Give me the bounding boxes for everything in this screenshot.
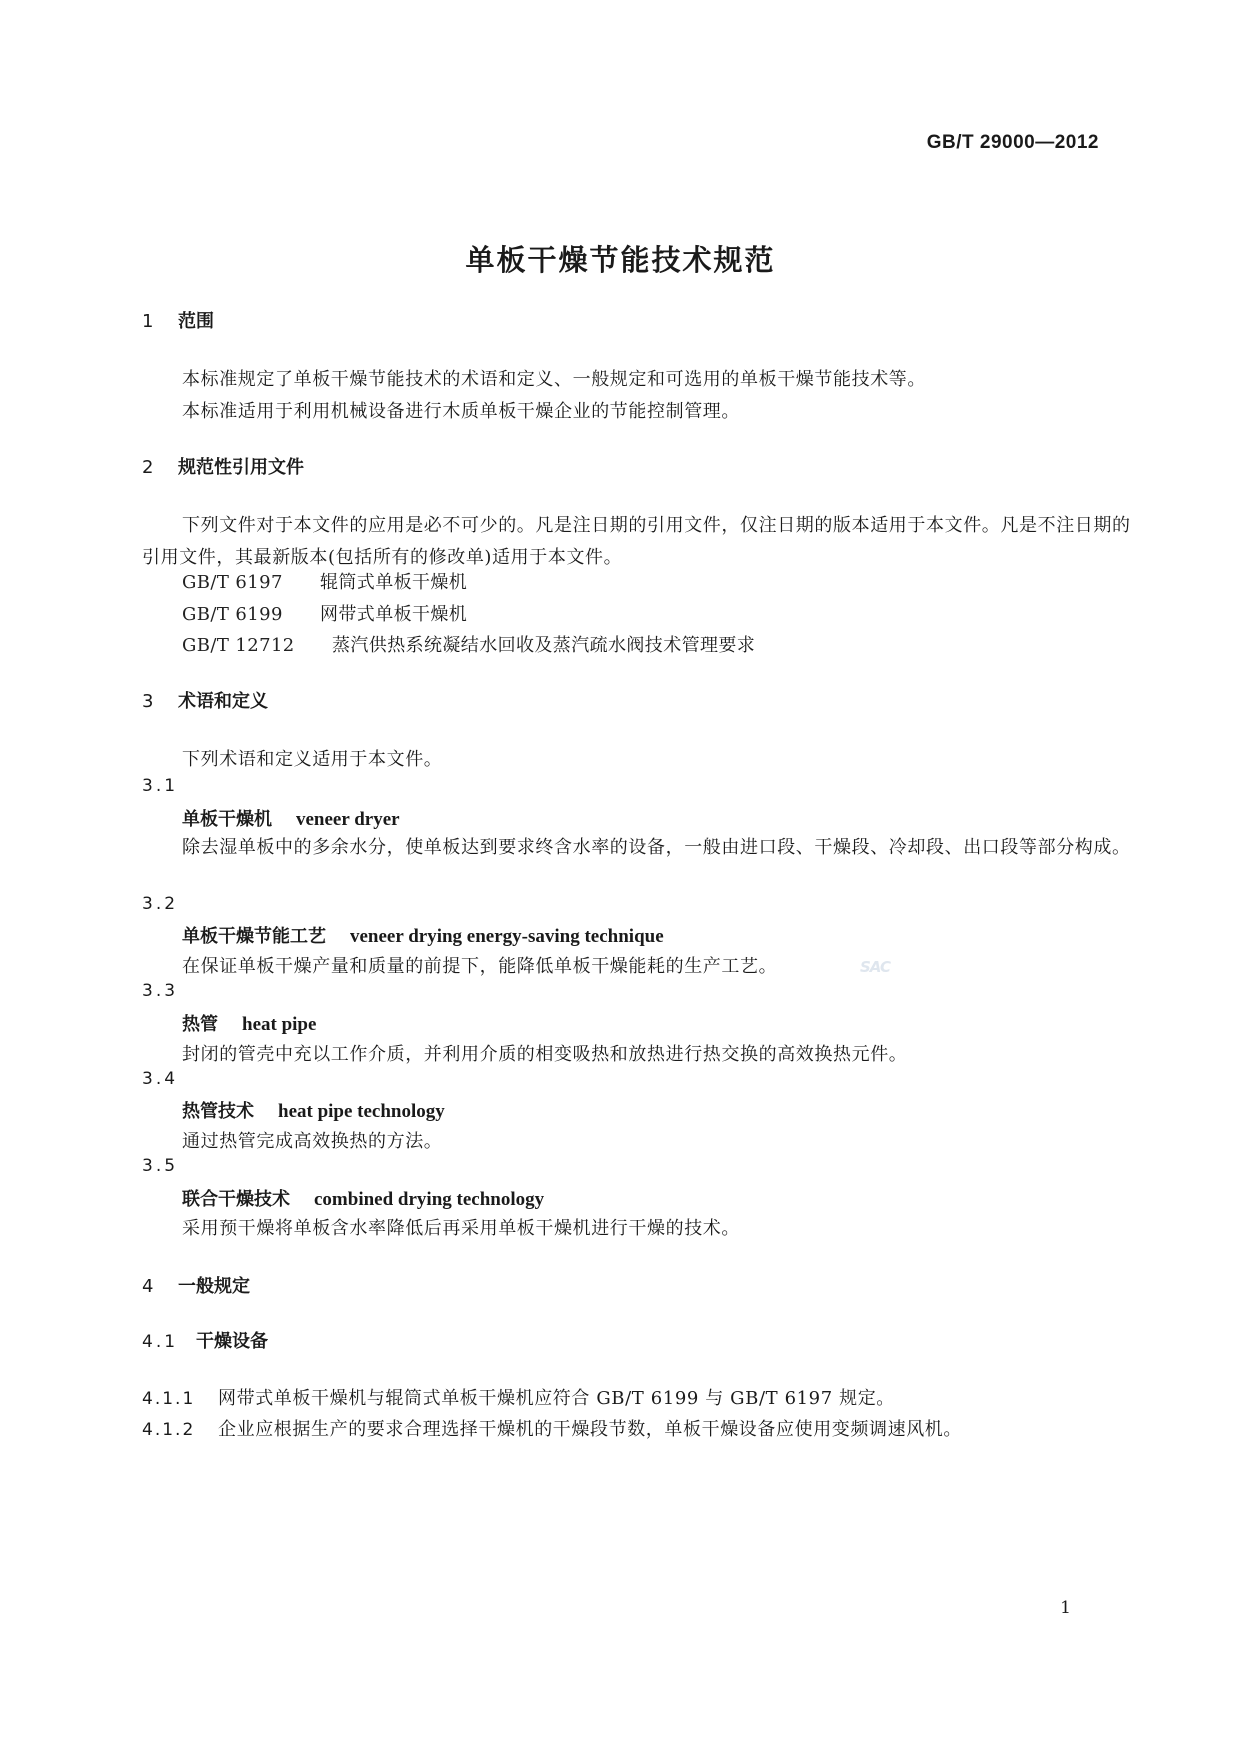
page-title: 单板干燥节能技术规范 <box>465 243 776 277</box>
clause-text: 网带式单板干燥机与辊筒式单板干燥机应符合 GB/T 6199 与 GB/T 6197 规定。 <box>218 1388 895 1409</box>
reference-code: GB/T 6199 <box>182 604 283 625</box>
term-zh: 联合干燥技术 <box>182 1189 290 1210</box>
watermark-logo: SAC <box>860 958 890 976</box>
term-en: veneer drying energy-saving technique <box>350 926 664 947</box>
section-title: 范围 <box>178 311 214 332</box>
clause-number: 4.1.1 <box>142 1389 196 1409</box>
term-zh: 单板干燥节能工艺 <box>182 926 326 947</box>
reference-item <box>182 631 755 657</box>
term-zh: 热管 <box>182 1014 218 1035</box>
subsection-title: 干燥设备 <box>196 1331 268 1352</box>
term-zh: 单板干燥机 <box>182 809 272 830</box>
term-number: 3.3 <box>142 981 179 1001</box>
subsection-number: 4.1 <box>142 1332 179 1352</box>
page-number: 1 <box>1060 1598 1071 1618</box>
clause-item <box>142 1415 962 1441</box>
term-definition: 采用预干燥将单板含水率降低后再采用单板干燥机进行干燥的技术。 <box>182 1218 740 1239</box>
section-number: 4 <box>142 1276 154 1297</box>
term-heading <box>182 805 400 831</box>
term-definition: 通过热管完成高效换热的方法。 <box>182 1131 443 1152</box>
term-en: combined drying technology <box>314 1189 545 1210</box>
term-definition: 除去湿单板中的多余水分，使单板达到要求终含水率的设备，一般由进口段、干燥段、冷却段、出口段等部分构成。 <box>182 837 1131 858</box>
section-title: 一般规定 <box>178 1276 250 1297</box>
term-en: heat pipe <box>242 1014 317 1035</box>
term-number: 3.1 <box>142 776 179 796</box>
subsection-heading <box>142 1327 268 1353</box>
clause-number: 4.1.2 <box>142 1420 196 1440</box>
section-heading-3 <box>142 687 268 713</box>
paragraph: 本标准规定了单板干燥节能技术的术语和定义、一般规定和可选用的单板干燥节能技术等。 <box>182 369 926 390</box>
term-definition: 封闭的管壳中充以工作介质，并利用介质的相变吸热和放热进行热交换的高效换热元件。 <box>182 1044 908 1065</box>
term-en: veneer dryer <box>296 809 400 830</box>
reference-code: GB/T 12712 <box>182 635 295 656</box>
reference-name: 蒸汽供热系统凝结水回收及蒸汽疏水阀技术管理要求 <box>332 635 756 656</box>
term-definition: 在保证单板干燥产量和质量的前提下，能降低单板干燥能耗的生产工艺。 <box>182 956 778 977</box>
term-en: heat pipe technology <box>278 1101 445 1122</box>
term-number: 3.5 <box>142 1156 179 1176</box>
reference-name: 辊筒式单板干燥机 <box>320 572 468 593</box>
document-number: GB/T 29000—2012 <box>926 132 1099 153</box>
paragraph: 本标准适用于利用机械设备进行木质单板干燥企业的节能控制管理。 <box>182 401 740 422</box>
paragraph: 下列术语和定义适用于本文件。 <box>182 749 443 770</box>
section-heading-2 <box>142 453 304 479</box>
clause-text: 企业应根据生产的要求合理选择干燥机的干燥段节数，单板干燥设备应使用变频调速风机。 <box>218 1419 962 1440</box>
section-heading-1 <box>142 307 214 333</box>
section-number: 3 <box>142 691 154 712</box>
section-number: 2 <box>142 457 154 478</box>
term-heading <box>182 1097 445 1123</box>
reference-item <box>182 568 467 594</box>
section-number: 1 <box>142 311 154 332</box>
term-zh: 热管技术 <box>182 1101 254 1122</box>
reference-name: 网带式单板干燥机 <box>320 604 468 625</box>
reference-code: GB/T 6197 <box>182 572 283 593</box>
section-title: 规范性引用文件 <box>178 457 304 478</box>
term-heading <box>182 1185 544 1211</box>
term-heading <box>182 1010 316 1036</box>
clause-item <box>142 1384 895 1410</box>
paragraph: 下列文件对于本文件的应用是必不可少的。凡是注日期的引用文件，仅注日期的版本适用于本文件。凡是不注日期的引用文件，其最新版本(包括所有的修改单)适用于本文件。 <box>142 515 1131 568</box>
section-title: 术语和定义 <box>178 691 268 712</box>
term-number: 3.2 <box>142 894 179 914</box>
term-number: 3.4 <box>142 1069 179 1089</box>
reference-item <box>182 600 467 626</box>
term-heading <box>182 922 664 948</box>
section-heading-4 <box>142 1272 250 1298</box>
